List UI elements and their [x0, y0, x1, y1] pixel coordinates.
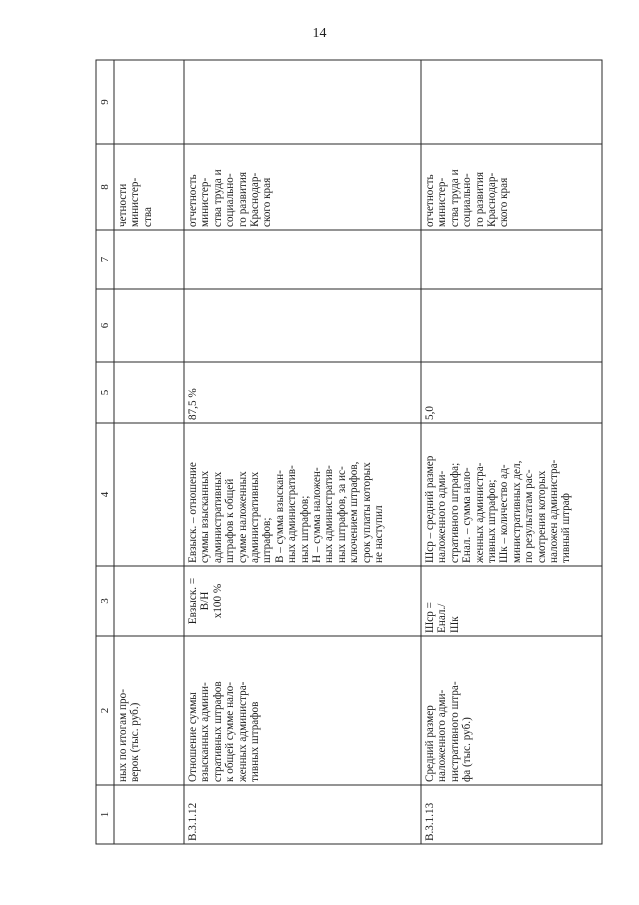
row-b3112-col-8 — [184, 144, 421, 230]
row-code: В.3.1.12 — [187, 802, 199, 841]
cell-text: ных по итогам про- верок (тыс. руб.) — [117, 689, 142, 782]
row-b3113-col-5 — [421, 362, 602, 423]
formula-description: Евзыск. – отношение суммы взысканных административных штрафов к общей сумме наложенных административных штрафов; В – сумма взыскан- ных административ- ных штрафов; Н – сумма наложен- ных административ- ных штрафов, за ис- ключением штрафов, срок уплаты которых не наступил — [187, 461, 386, 563]
row-b3112-col-5 — [184, 362, 421, 423]
row-b3112-col-2 — [184, 636, 421, 785]
header-col-1 — [96, 785, 114, 844]
header-col-2 — [96, 636, 114, 785]
row-b3113-col-2 — [421, 636, 602, 785]
header-col-4 — [96, 423, 114, 566]
header-col-9-label: 9 — [99, 99, 111, 105]
formula: Евзыск. = В/Н х100 % — [187, 577, 224, 625]
header-col-8-label: 8 — [99, 184, 111, 190]
header-col-8 — [96, 144, 114, 230]
indicator-name: Средний размер наложенного адми- нистративного штра- фа (тыс. руб.) — [424, 681, 474, 782]
target-value: 5,0 — [424, 406, 436, 420]
header-col-3 — [96, 566, 114, 636]
page-number: 14 — [312, 26, 327, 41]
formula-description: Шср – средний размер наложенного адми- стративного штрафа; Енал. – сумма нало- женных администра- тивных штрафов; Шк – количество ад- министративных дел, по результатам рас- смотрения которых наложен администра- тивный штраф — [424, 455, 573, 563]
header-col-1-label: 1 — [99, 811, 111, 818]
row-b3113-col-3 — [421, 566, 602, 636]
header-col-3-label: 3 — [99, 598, 111, 604]
header-col-2-label: 2 — [99, 707, 111, 714]
row-continuation-col-8 — [114, 144, 184, 230]
row-b3112-col-4 — [184, 423, 421, 566]
row-b3113-col-4 — [421, 423, 602, 566]
header-col-4-label: 4 — [99, 491, 111, 498]
header-col-5 — [96, 362, 114, 423]
data-source: отчетность министер- ства труда и социально- го развития Краснодар- ского края — [187, 169, 274, 227]
row-b3113-col-8 — [421, 144, 602, 230]
header-col-7-label: 7 — [99, 256, 111, 263]
indicator-name: Отношение суммы взысканных админи- стративных штрафов к общей сумме нало- женных администра- тивных штрафов — [187, 681, 262, 782]
row-code: В.3.1.13 — [424, 802, 436, 841]
header-col-6 — [96, 289, 114, 362]
header-col-9 — [96, 60, 114, 144]
cell-text: четности министер- ства — [117, 177, 154, 227]
row-b3112-col-1 — [184, 785, 421, 844]
row-continuation-col-2 — [114, 636, 184, 785]
data-source: отчетность министер- ства труда и социально- го развития Краснодар- ского края — [424, 169, 511, 227]
header-col-5-label: 5 — [99, 389, 111, 396]
row-b3112-col-3 — [184, 566, 421, 636]
header-col-7 — [96, 230, 114, 289]
header-col-6-label: 6 — [99, 322, 111, 329]
row-b3113-col-1 — [421, 785, 602, 844]
target-value: 87,5 % — [187, 388, 199, 420]
formula: Шср = Енал./ Шк — [424, 602, 461, 633]
